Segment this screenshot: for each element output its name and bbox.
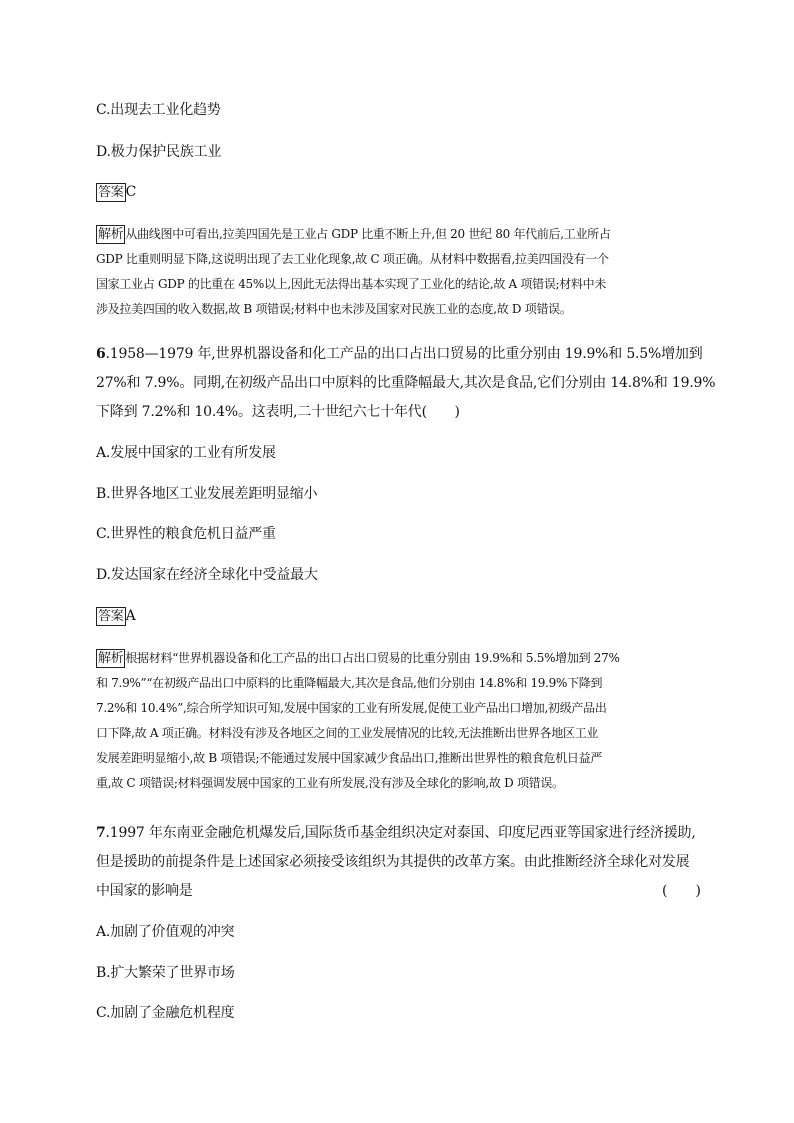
q6-answer bbox=[96, 606, 136, 626]
q6-explanation-line: 解析 根据材料“世界机器设备和化工产品的出口占出口贸易的比重分别由 19.9%和 5.5%增加到 27% bbox=[98, 651, 620, 666]
q5-option-d[interactable]: D.极力保护民族工业 bbox=[96, 144, 222, 160]
q6-stem-line: 27%和 7.9%。同期,在初级产品出口中原料的比重降幅最大,其次是食品,它们分别由 14.8%和 19.9% bbox=[96, 375, 716, 391]
q7-option-b[interactable]: B.扩大繁荣了世界市场 bbox=[96, 965, 235, 981]
answer-value: A bbox=[125, 608, 136, 624]
question-number: 6 bbox=[96, 346, 106, 362]
q7-stem-line: 但是援助的前提条件是上述国家必须接受该组织为其提供的改革方案。由此推断经济全球化对发展 bbox=[96, 854, 690, 870]
question-number: 7 bbox=[96, 825, 106, 841]
q6-explanation-line: 发展差距明显缩小,故 B 项错误;不能通过发展中国家减少食品出口,推断出世界性的粮食危机日益严 bbox=[96, 751, 603, 765]
answer-tag: 答案 bbox=[98, 609, 124, 624]
q6-explanation-line: 7.2%和 10.4%”,综合所学知识可知,发展中国家的工业有所发展,促使工业产品出口增加,初级产品出 bbox=[96, 701, 607, 715]
q6-explanation-line: 重,故 C 项错误;材料强调发展中国家的工业有所发展,没有涉及全球化的影响,故 D 项错误。 bbox=[96, 776, 564, 790]
explanation-tag: 解析 bbox=[98, 651, 124, 666]
answer-value: C bbox=[125, 184, 137, 200]
q5-explanation-line: 涉及拉美四国的收入数据,故 B 项错误;材料中也未涉及国家对民族工业的态度,故 D 项错误。 bbox=[96, 302, 572, 316]
q6-stem-line: 6.1958—1979 年,世界机器设备和化工产品的出口占出口贸易的比重分别由 19.9%和 5.5%增加到 bbox=[96, 346, 703, 362]
q6-stem-line: 下降到 7.2%和 10.4%。这表明,二十世纪六七十年代( ) bbox=[96, 404, 460, 420]
q6-option-d[interactable]: D.发达国家在经济全球化中受益最大 bbox=[96, 567, 318, 583]
answer-tag: 答案 bbox=[98, 185, 124, 200]
q7-stem-line: 中国家的影响是 bbox=[96, 883, 193, 899]
q5-explanation-line: GDP 比重则明显下降,这说明出现了去工业化现象,故 C 项正确。从材料中数据看,拉美四国没有一个 bbox=[96, 252, 609, 266]
q7-option-a[interactable]: A.加剧了价值观的冲突 bbox=[96, 924, 235, 940]
q7-option-c[interactable]: C.加剧了金融危机程度 bbox=[96, 1005, 235, 1021]
q6-explanation-line: 口下降,故 A 项正确。材料没有涉及各地区之间的工业发展情况的比较,无法推断出世界各地区工业 bbox=[96, 726, 599, 740]
q6-option-c[interactable]: C.世界性的粮食危机日益严重 bbox=[96, 526, 276, 542]
explanation-tag: 解析 bbox=[98, 227, 124, 242]
q7-stem-line: 7.1997 年东南亚金融危机爆发后,国际货币基金组织决定对泰国、印度尼西亚等国家进行经济援助, bbox=[96, 825, 696, 841]
q5-answer bbox=[96, 182, 136, 202]
q6-option-b[interactable]: B.世界各地区工业发展差距明显缩小 bbox=[96, 486, 318, 502]
q6-explanation-line: 和 7.9%”“在初级产品出口中原料的比重降幅最大,其次是食品,他们分别由 14.8%和 19.9%下降到 bbox=[96, 676, 603, 690]
q6-option-a[interactable]: A.发展中国家的工业有所发展 bbox=[96, 445, 276, 461]
q5-explanation-line: 国家工业占 GDP 的比重在 45%以上,因此无法得出基本实现了工业化的结论,故 A 项错误;材料中未 bbox=[96, 277, 607, 291]
answer-blank: ( ) bbox=[662, 883, 701, 899]
q5-explanation-line: 解析 从曲线图中可看出,拉美四国先是工业占 GDP 比重不断上升,但 20 世纪 80 年代前后,工业所占 bbox=[98, 227, 611, 242]
q5-option-c[interactable]: C.出现去工业化趋势 bbox=[96, 102, 221, 118]
